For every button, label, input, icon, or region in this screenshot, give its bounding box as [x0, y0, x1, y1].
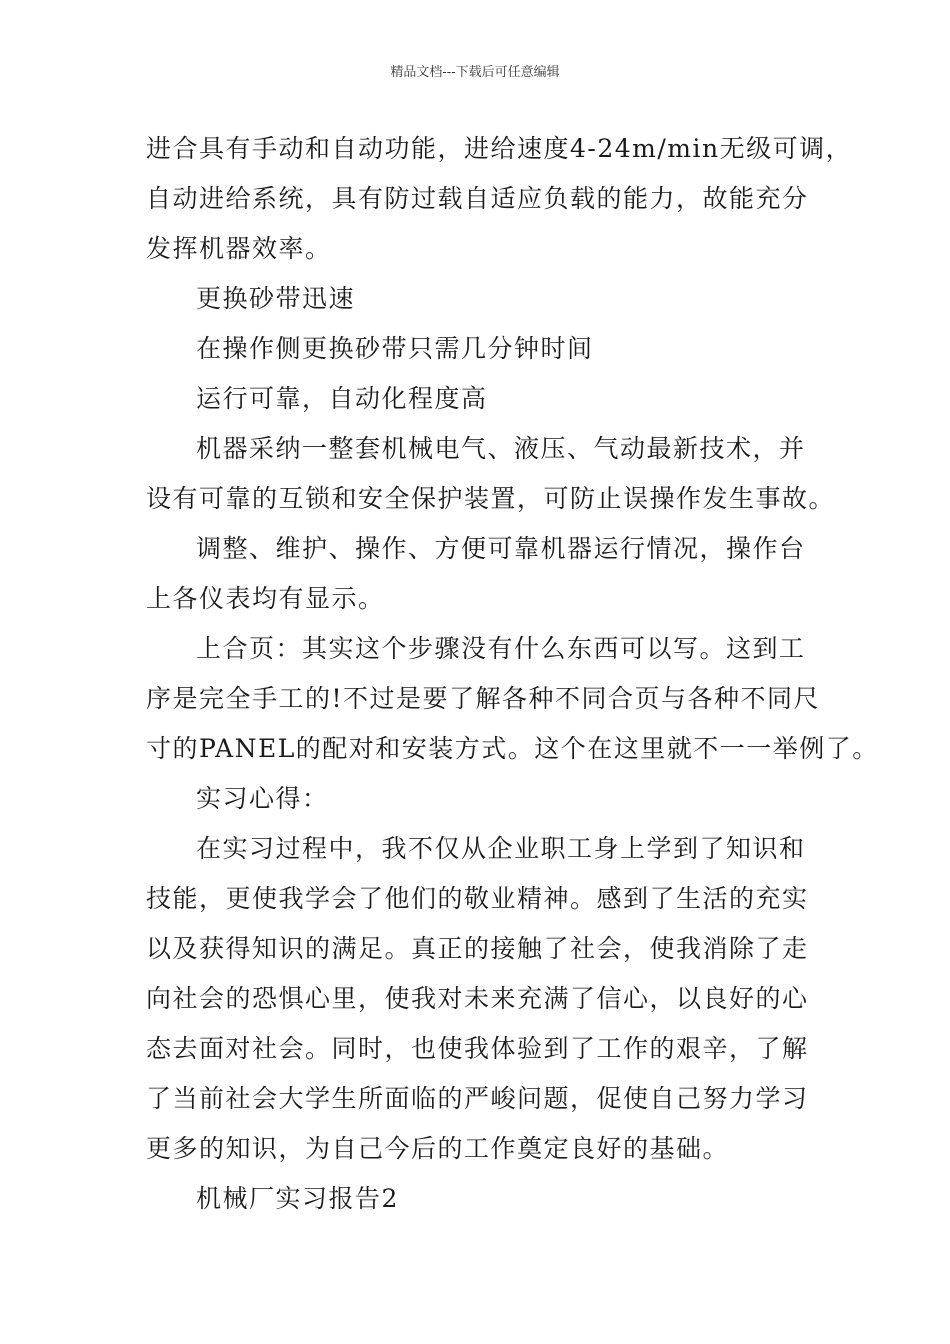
text-line: 上合页：其实这个步骤没有什么东西可以写。这到工 [196, 634, 806, 663]
text-line: 运行可靠，自动化程度高 [196, 384, 488, 413]
paragraph-maintenance [146, 524, 814, 624]
text-line: 进合具有手动和自动功能，进给速度4-24m/min无级可调， [146, 134, 853, 163]
text-line: 设有可靠的互锁和安全保护装置，可防止误操作发生事故。 [146, 484, 836, 513]
paragraph-belt-change-heading [146, 274, 814, 324]
paragraph-technology [146, 424, 836, 524]
text-line: 以及获得知识的满足。真正的接触了社会，使我消除了走 [146, 934, 809, 963]
text-line: 实习心得： [196, 784, 329, 813]
paragraph-reflection-body [146, 824, 814, 1174]
paragraph-hinge [146, 624, 879, 774]
text-line: 技能，更使我学会了他们的敬业精神。感到了生活的充实 [146, 884, 809, 913]
text-line: 了当前社会大学生所面临的严峻问题，促使自己努力学习 [146, 1084, 809, 1113]
section-title-report-2 [146, 1174, 814, 1224]
text-line: 调整、维护、操作、方便可靠机器运行情况，操作台 [196, 534, 806, 563]
paragraph-reflection-heading [146, 774, 814, 824]
paragraph-reliability-heading [146, 374, 814, 424]
text-line: 机械厂实习报告2 [196, 1184, 399, 1213]
text-line: 态去面对社会。同时，也使我体验到了工作的艰辛，了解 [146, 1034, 809, 1063]
text-line: 上各仪表均有显示。 [146, 584, 385, 613]
text-line: 序是完全手工的!不过是要了解各种不同合页与各种不同尺 [146, 684, 821, 713]
text-line: 在实习过程中，我不仅从企业职工身上学到了知识和 [196, 834, 806, 863]
text-line: 机器采纳一整套机械电气、液压、气动最新技术，并 [196, 434, 806, 463]
text-line: 寸的PANEL的配对和安装方式。这个在这里就不一一举例了。 [146, 734, 879, 763]
text-line: 更多的知识，为自己今后的工作奠定良好的基础。 [146, 1134, 730, 1163]
text-line: 更换砂带迅速 [196, 284, 356, 313]
document-body [146, 124, 879, 1224]
text-line: 在操作侧更换砂带只需几分钟时间 [196, 334, 594, 363]
page-header: 精品文档---下载后可任意编辑 [390, 65, 560, 80]
paragraph-feed-system [146, 124, 853, 274]
paragraph-belt-change-detail [146, 324, 814, 374]
text-line: 发挥机器效率。 [146, 234, 332, 263]
text-line: 自动进给系统，具有防过载自适应负载的能力，故能充分 [146, 184, 809, 213]
text-line: 向社会的恐惧心里，使我对未来充满了信心，以良好的心 [146, 984, 809, 1013]
